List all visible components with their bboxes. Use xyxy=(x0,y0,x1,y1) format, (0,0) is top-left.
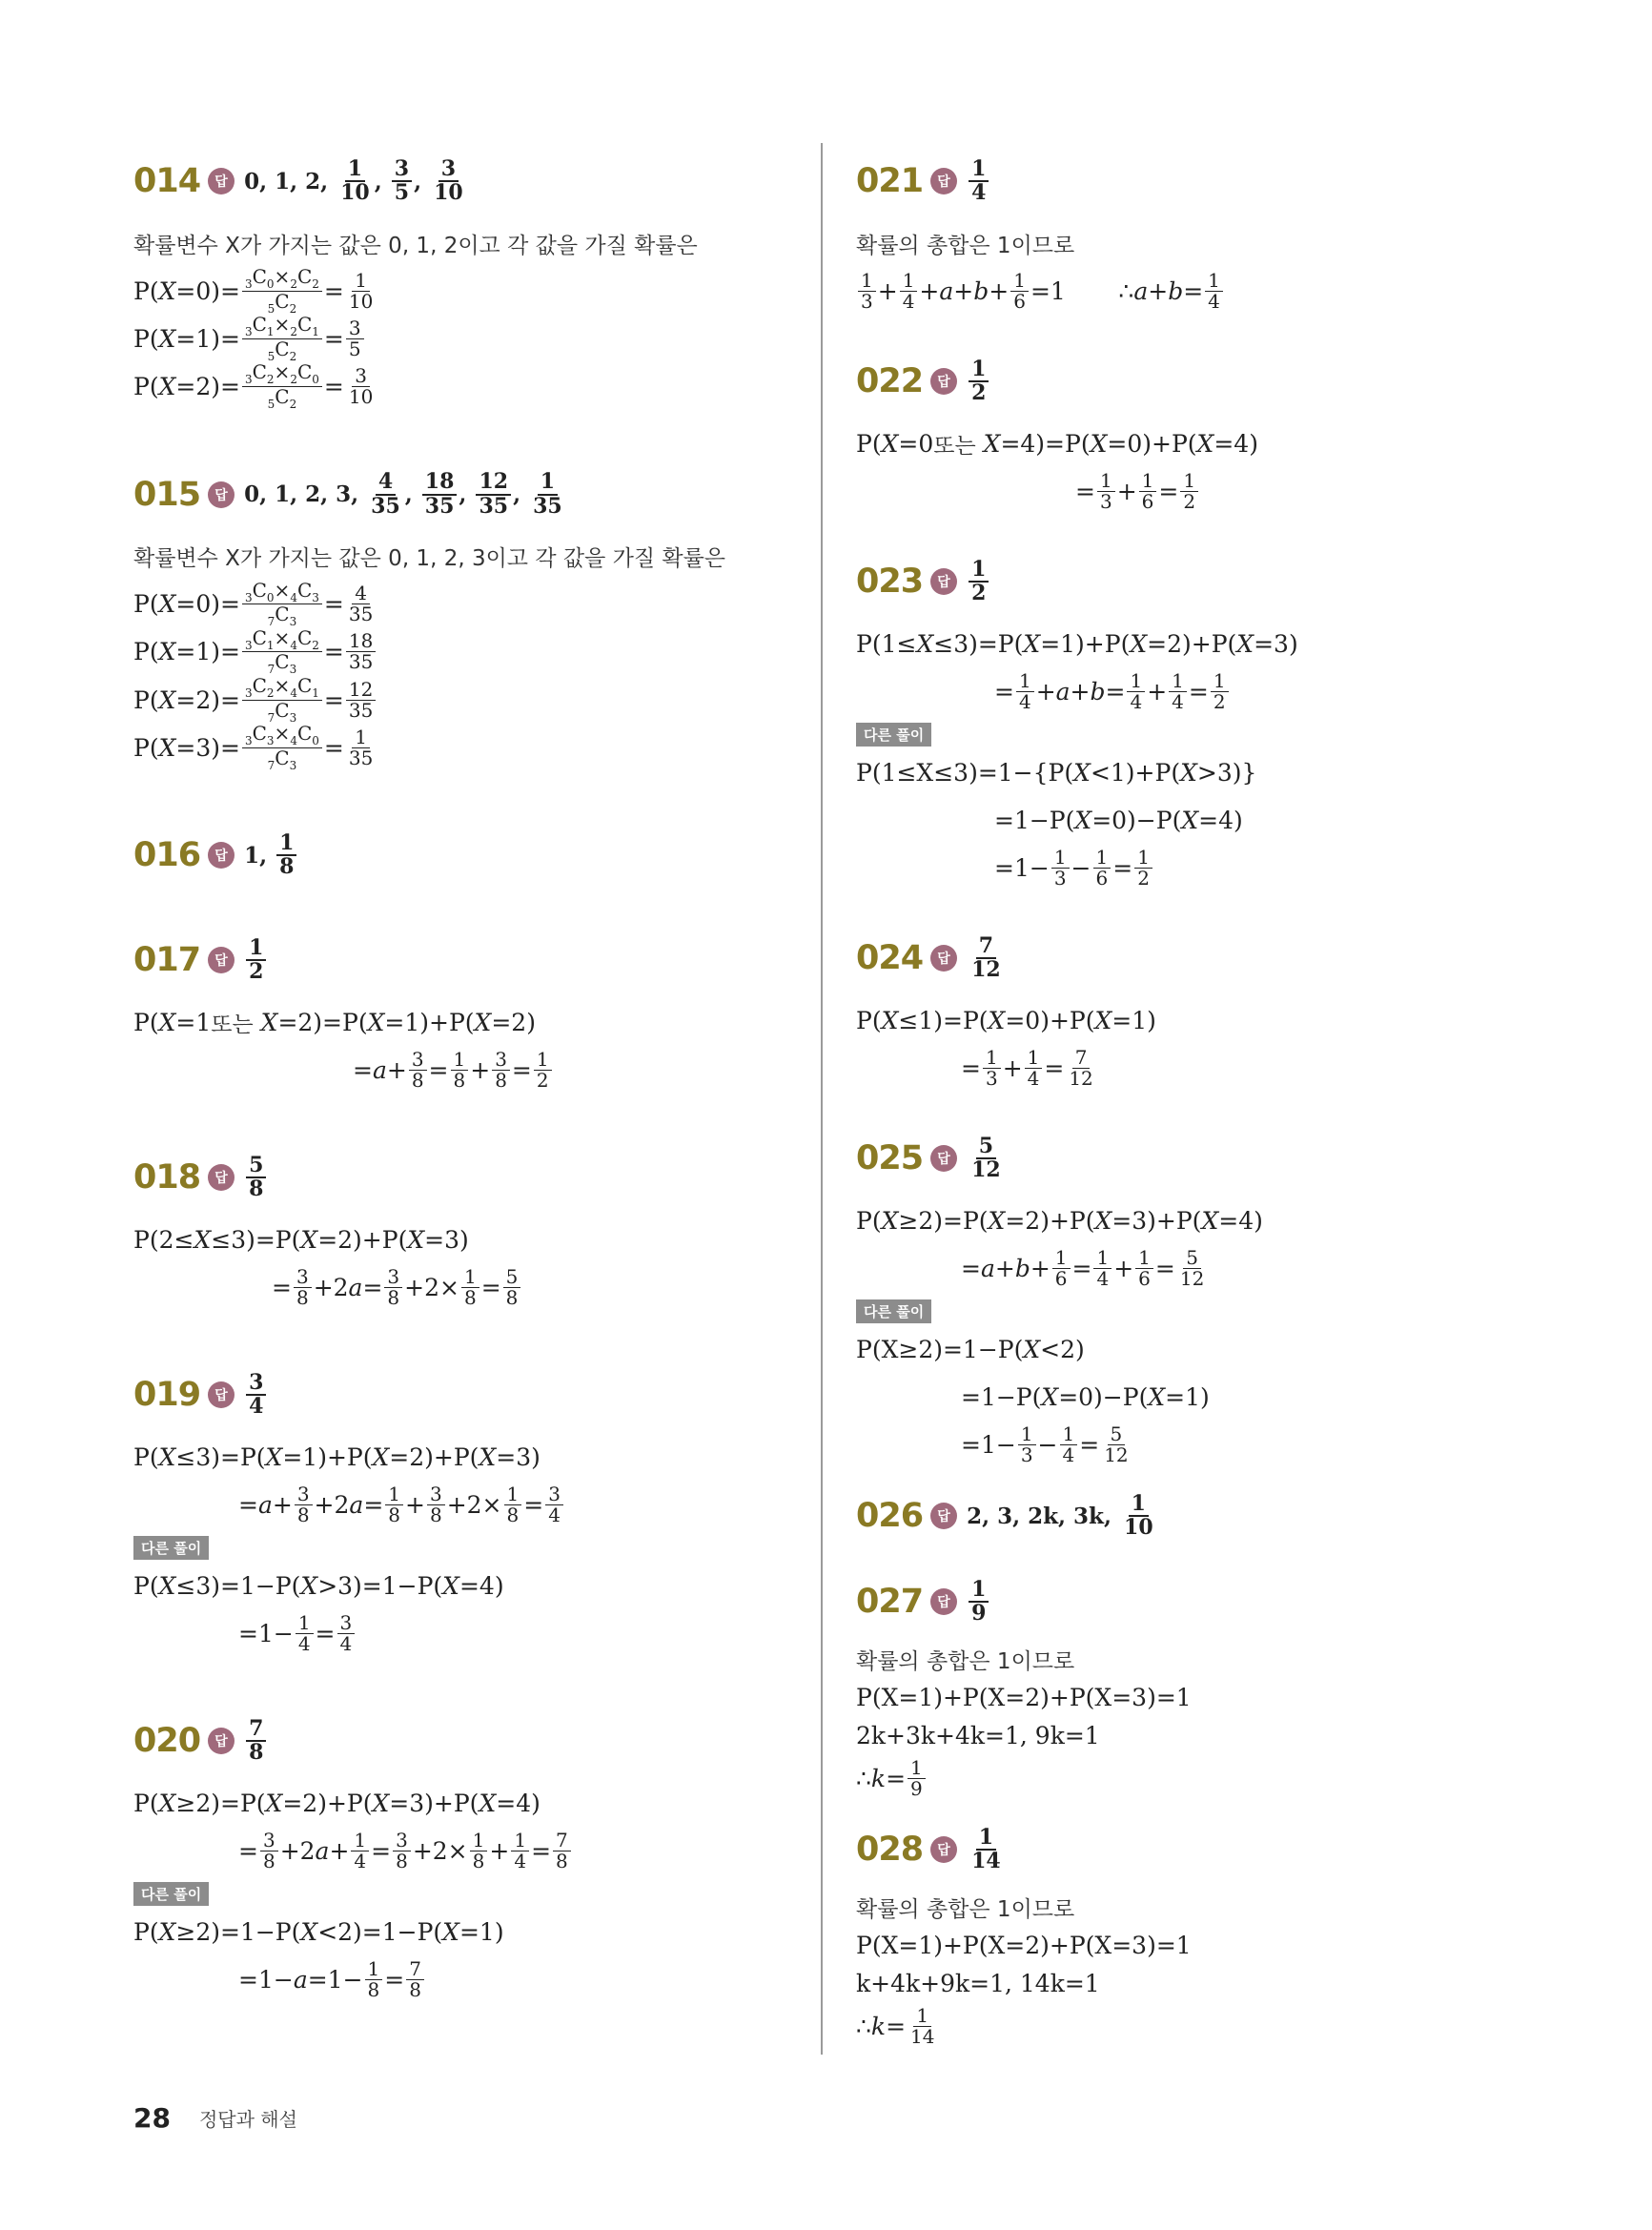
solution-line: = $\frac{1}{4}$ + a + b = $\frac{1}{4}$ + $\frac{1}{4}$ = $\frac{1}{2}$ xyxy=(856,667,1561,715)
answer: 0, 1, 2, $\frac{1}{10}$ , $\frac{3}{5}$ , $\frac{3}{10}$ xyxy=(244,155,463,205)
answer: $\frac{1}{4}$ xyxy=(967,158,990,204)
solution-line: =1− a =1− $\frac{1}{8}$ = $\frac{7}{8}$ xyxy=(133,1955,801,2003)
answer-badge: 답 xyxy=(930,368,957,395)
answer-badge: 답 xyxy=(208,1728,235,1754)
answer-badge: 답 xyxy=(208,842,235,869)
solution-line: P( X =3)= $\frac{_3C_3\times_4C_0}{_7C_3}$ = $\frac{1}{35}$ xyxy=(133,722,374,772)
solution-line: P( X =2)= $\frac{_3C_2\times_4C_1}{_7C_3}$ = $\frac{12}{35}$ xyxy=(133,676,801,724)
answer-badge: 답 xyxy=(208,1381,235,1408)
solution-line: P(2≤ X ≤3)=P( X =2)+P( X =3) xyxy=(133,1225,469,1254)
solution-line: = a + $\frac{3}{8}$ = $\frac{1}{8}$ + $\frac{3}{8}$ = $\frac{1}{2}$ xyxy=(133,1046,801,1094)
problem-020 xyxy=(133,1703,801,2003)
answer: $\frac{1}{14}$ xyxy=(971,1824,1001,1873)
answer-badge: 답 xyxy=(208,947,235,973)
answer-badge: 답 xyxy=(208,1164,235,1191)
problem-016 xyxy=(133,817,801,893)
problem-number: 017 xyxy=(133,941,201,980)
solution-line: P( X =0 또는 X =4)=P( X =0)+P( X =4) xyxy=(856,429,1258,459)
answer: $\frac{7}{8}$ xyxy=(244,1718,268,1764)
solution-line: = $\frac{3}{8}$ +2 a + $\frac{1}{4}$ = $\frac{3}{8}$ +2× $\frac{1}{8}$ + $\frac{1}{4}$ = $\frac{7}{8}$ xyxy=(133,1827,801,1874)
alt-solution-label: 다른 풀이 xyxy=(856,723,931,747)
solution-line: =1−P( X =0)−P( X =1) xyxy=(961,1382,1210,1411)
solution-intro: 확률의 총합은 1이므로 xyxy=(856,1896,1075,1922)
answer-badge: 답 xyxy=(930,945,957,972)
answer-badge: 답 xyxy=(930,1145,957,1172)
answer: $\frac{1}{9}$ xyxy=(967,1579,990,1625)
problem-027 xyxy=(856,1564,1561,1802)
answer: $\frac{1}{2}$ xyxy=(967,559,990,604)
solution-line: k+4k+9k=1, 14k=1 xyxy=(856,1969,1100,1997)
problem-number: 027 xyxy=(856,1583,924,1621)
solution-intro: 확률변수 X가 가지는 값은 0, 1, 2이고 각 값을 가질 확률은 xyxy=(133,233,698,258)
answer: $\frac{1}{2}$ xyxy=(967,358,990,404)
alt-solution-label: 다른 풀이 xyxy=(856,1299,931,1323)
answer-badge: 답 xyxy=(930,168,957,194)
problem-number: 022 xyxy=(856,362,924,400)
answer: $\frac{5}{8}$ xyxy=(244,1155,268,1200)
solution-line: P( X ≥2)=1−P( X <2)=1−P( X =1) xyxy=(133,1917,504,1946)
column-divider xyxy=(821,143,823,2055)
answer: $\frac{3}{4}$ xyxy=(244,1372,268,1418)
problem-number: 021 xyxy=(856,162,924,200)
solution-line: = $\frac{1}{3}$ + $\frac{1}{6}$ = $\frac{1}{2}$ xyxy=(856,467,1561,515)
solution-line: P(X=1)+P(X=2)+P(X=3)=1 xyxy=(856,1931,1192,1959)
solution-line: P( X ≥2)=P( X =2)+P( X =3)+P( X =4) xyxy=(133,1789,540,1817)
problem-023 xyxy=(856,543,1561,891)
problem-number: 023 xyxy=(856,563,924,601)
solution-line: = $\frac{1}{3}$ + $\frac{1}{4}$ = $\frac{7}{12}$ xyxy=(961,1045,1093,1090)
solution-line: = a + $\frac{3}{8}$ +2 a = $\frac{1}{8}$ + $\frac{3}{8}$ +2× $\frac{1}{8}$ = $\frac{3}{4}$ xyxy=(133,1481,801,1528)
right-column xyxy=(856,143,1561,2050)
answer-badge: 답 xyxy=(930,1503,957,1529)
alt-solution-label: 다른 풀이 xyxy=(133,1882,209,1906)
solution-line: =1− $\frac{1}{3}$ − $\frac{1}{6}$ = $\frac{1}{2}$ xyxy=(856,844,1561,891)
page-footer xyxy=(133,2102,297,2134)
problem-number: 015 xyxy=(133,475,201,514)
solution-line: P( X ≤1)=P( X =0)+P( X =1) xyxy=(856,1006,1156,1034)
solution-line: 2k+3k+4k=1, 9k=1 xyxy=(856,1721,1100,1749)
solution-intro: 확률의 총합은 1이므로 xyxy=(856,1648,1075,1674)
problem-number: 028 xyxy=(856,1831,924,1869)
problem-number: 016 xyxy=(133,836,201,875)
problem-022 xyxy=(856,343,1561,515)
problem-number: 020 xyxy=(133,1722,201,1761)
solution-line: =1−P( X =0)−P( X =4) xyxy=(994,806,1243,834)
problem-number: 018 xyxy=(133,1158,201,1197)
footer-text: 정답과 해설 xyxy=(198,2108,297,2131)
answer-badge: 답 xyxy=(930,568,957,595)
answer: $\frac{1}{2}$ xyxy=(244,937,268,983)
solution-line: $\frac{1}{3}$ + $\frac{1}{4}$ + a + b + $\frac{1}{6}$ =1 ∴ a + b = $\frac{1}{4}$ xyxy=(856,267,1561,315)
solution-line: =1− $\frac{1}{4}$ = $\frac{3}{4}$ xyxy=(133,1609,801,1657)
answer: 0, 1, 2, 3, $\frac{4}{35}$ , $\frac{18}{35}$ , $\frac{12}{35}$ , $\frac{1}{35}$ xyxy=(244,469,562,519)
solution-line: P( X =1)= $\frac{_3C_1\times_2C_1}{_5C_2}$ = $\frac{3}{5}$ xyxy=(133,315,801,362)
solution-line: P(X=1)+P(X=2)+P(X=3)=1 xyxy=(856,1683,1192,1711)
solution-line: P( X ≤3)=P( X =1)+P( X =2)+P( X =3) xyxy=(133,1442,540,1471)
answer-badge: 답 xyxy=(930,1836,957,1863)
answer-badge: 답 xyxy=(930,1588,957,1615)
problem-017 xyxy=(133,922,801,1094)
solution-line: ∴ k = $\frac{1}{14}$ xyxy=(856,2003,935,2048)
answer-badge: 답 xyxy=(208,168,235,194)
problem-number: 024 xyxy=(856,939,924,977)
problem-025 xyxy=(856,1120,1561,1468)
problem-number: 019 xyxy=(133,1376,201,1415)
alt-solution-label: 다른 풀이 xyxy=(133,1536,209,1560)
page-number: 28 xyxy=(133,2102,171,2134)
solution-intro: 확률변수 X가 가지는 값은 0, 1, 2, 3이고 각 값을 가질 확률은 xyxy=(133,546,726,572)
problem-018 xyxy=(133,1139,801,1311)
solution-line: ∴ k = $\frac{1}{9}$ xyxy=(856,1754,1561,1802)
problem-014 xyxy=(133,143,801,411)
problem-024 xyxy=(856,920,1561,1092)
answer: $\frac{7}{12}$ xyxy=(971,932,1001,982)
problem-026 xyxy=(856,1478,1561,1554)
answer: 2, 3, 2k, 3k, $\frac{1}{10}$ xyxy=(967,1490,1153,1540)
problem-015 xyxy=(133,457,801,772)
problem-number: 014 xyxy=(133,162,201,200)
solution-line: P( X =0)= $\frac{_3C_0\times_4C_3}{_7C_3}$ = $\frac{4}{35}$ xyxy=(133,578,374,629)
solution-line: P( X =1 또는 X =2)=P( X =1)+P( X =2) xyxy=(133,1008,536,1037)
solution-intro: 확률의 총합은 1이므로 xyxy=(856,233,1075,258)
solution-line: =1− $\frac{1}{3}$ − $\frac{1}{4}$ = $\frac{5}{12}$ xyxy=(961,1422,1129,1466)
answer-badge: 답 xyxy=(208,481,235,508)
problem-019 xyxy=(133,1357,801,1657)
solution-line: P( X ≥2)=P( X =2)+P( X =3)+P( X =4) xyxy=(856,1206,1263,1235)
solution-line: P( X =1)= $\frac{_3C_1\times_4C_2}{_7C_3}$ = $\frac{18}{35}$ xyxy=(133,628,801,676)
solution-line: P(1≤X≤3)=1−{P( X <1)+P( X >3)} xyxy=(856,758,1257,787)
problem-number: 025 xyxy=(856,1139,924,1177)
solution-line: = a + b + $\frac{1}{6}$ = $\frac{1}{4}$ + $\frac{1}{6}$ = $\frac{5}{12}$ xyxy=(961,1245,1205,1290)
solution-line: P(1≤ X ≤3)=P( X =1)+P( X =2)+P( X =3) xyxy=(856,629,1298,658)
solution-line: P(X≥2)=1−P( X <2) xyxy=(856,1335,1085,1363)
problem-021 xyxy=(856,143,1561,315)
problem-028 xyxy=(856,1811,1561,2050)
answer: $\frac{5}{12}$ xyxy=(971,1133,1001,1182)
solution-line: P( X =0)= $\frac{_3C_0\times_2C_2}{_5C_2}$ = $\frac{1}{10}$ xyxy=(133,265,374,316)
answer: 1, $\frac{1}{8}$ xyxy=(244,832,298,878)
solution-line: P( X ≤3)=1−P( X >3)=1−P( X =4) xyxy=(133,1571,504,1600)
solution-line: P( X =2)= $\frac{_3C_2\times_2C_0}{_5C_2}$ = $\frac{3}{10}$ xyxy=(133,360,374,411)
problem-number: 026 xyxy=(856,1497,924,1535)
left-column xyxy=(133,143,801,2003)
solution-line: = $\frac{3}{8}$ +2 a = $\frac{3}{8}$ +2× $\frac{1}{8}$ = $\frac{5}{8}$ xyxy=(133,1263,801,1311)
